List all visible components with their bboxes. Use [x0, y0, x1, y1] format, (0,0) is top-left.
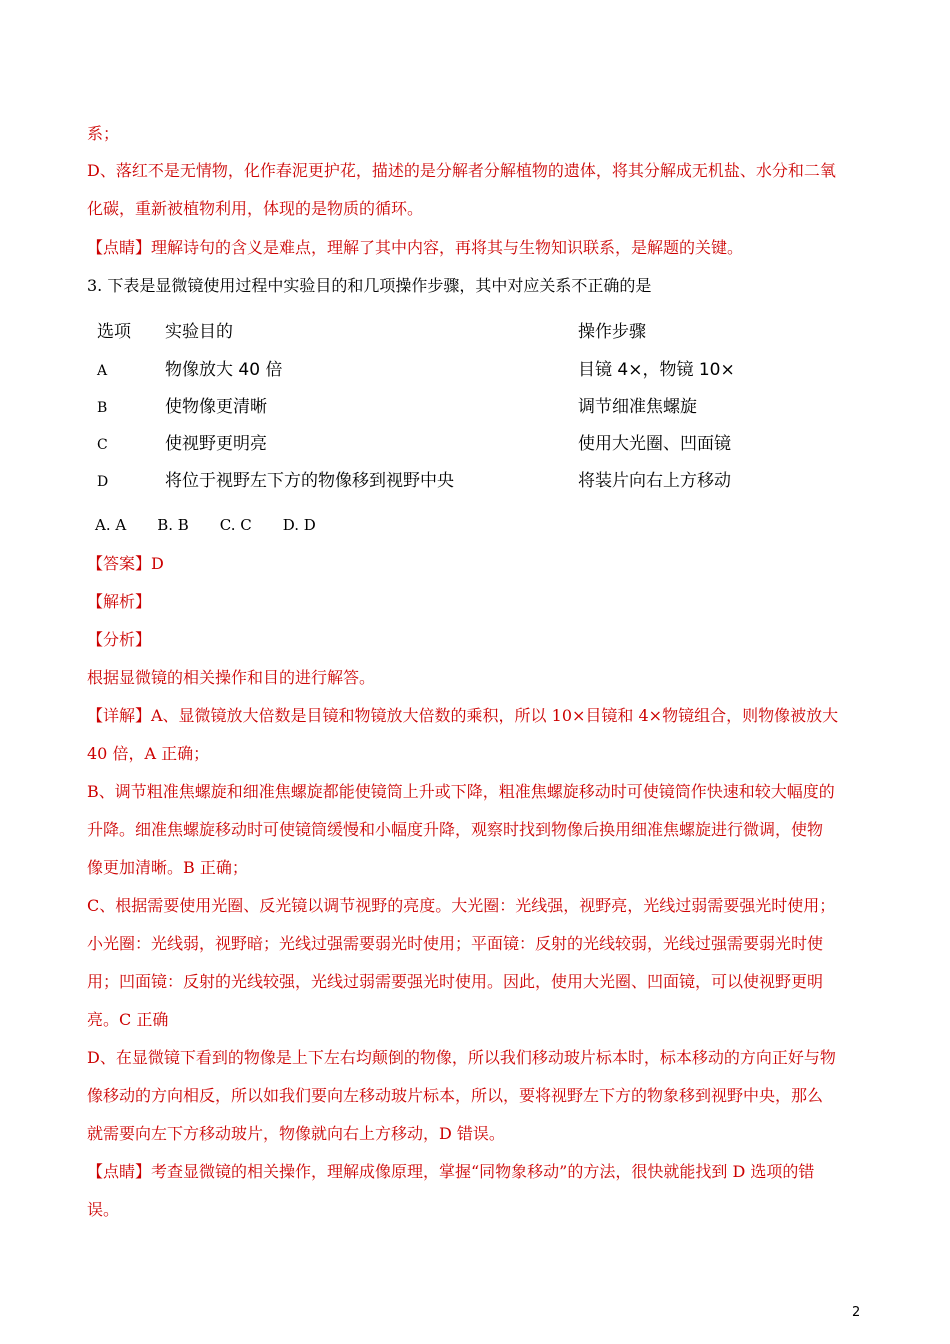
text-line: 像更加清晰。B 正确；	[87, 858, 248, 877]
text-line: 40 倍，A 正确；	[87, 744, 210, 763]
text-line: 【详解】A、显微镜放大倍数是目镜和物镜放大倍数的乘积，所以 10×目镜和 4×物镜组合，则物像被放大	[87, 706, 839, 725]
text-line: 小光圈：光线弱，视野暗；光线过强需要弱光时使用；平面镜：反射的光线较弱，光线过强需要弱光时使	[87, 934, 824, 953]
analysis-sub-label: 【分析】	[87, 630, 152, 649]
text-line: D、落红不是无情物，化作春泥更护花，描述的是分解者分解植物的遗体，将其分解成无机盐、水分和二氧	[87, 161, 836, 180]
text-line: B、调节粗准焦螺旋和细准焦螺旋都能使镜筒上升或下降，粗准焦螺旋移动时可使镜筒作快速和较大幅度的	[87, 782, 835, 801]
table-cell: 将装片向右上方移动	[578, 471, 731, 491]
text-line: 用；凹面镜：反射的光线较强，光线过弱需要强光时使用。因此，使用大光圈、凹面镜，可以使视野更明	[87, 972, 824, 991]
text-line: 误。	[87, 1200, 120, 1219]
text-line: 化碳，重新被植物利用，体现的是物质的循环。	[87, 199, 424, 218]
table-cell: C	[97, 437, 108, 453]
text-line: 亮。C 正确	[87, 1010, 169, 1029]
option-b: B. B	[157, 516, 189, 534]
answer-options	[95, 516, 347, 534]
text-line: 就需要向左下方移动玻片，物像就向右上方移动，D 错误。	[87, 1124, 505, 1143]
table-header: 操作步骤	[578, 322, 646, 342]
text-line: 【点睛】理解诗句的含义是难点，理解了其中内容，再将其与生物知识联系，是解题的关键。	[87, 238, 744, 257]
table-cell: D	[97, 474, 109, 490]
text-line: 像移动的方向相反，所以如我们要向左移动玻片标本，所以，要将视野左下方的物象移到视野中央，那么	[87, 1086, 824, 1105]
text-line: 【点睛】考查显微镜的相关操作，理解成像原理，掌握“同物象移动”的方法，很快就能找到 D 选项的错	[87, 1162, 815, 1181]
table-cell: B	[97, 400, 108, 416]
option-c: C. C	[219, 516, 252, 534]
text-line: C、根据需要使用光圈、反光镜以调节视野的亮度。大光圈：光线强，视野亮，光线过弱需要强光时使用；	[87, 896, 836, 915]
text-line: D、在显微镜下看到的物像是上下左右均颠倒的物像，所以我们移动玻片标本时，标本移动的方向正好与物	[87, 1048, 836, 1067]
text-line: 升降。细准焦螺旋移动时可使镜筒缓慢和小幅度升降，观察时找到物像后换用细准焦螺旋进行微调，使物	[87, 820, 824, 839]
table-cell: 调节细准焦螺旋	[578, 397, 697, 417]
table-cell: 将位于视野左下方的物像移到视野中央	[165, 471, 454, 491]
table-cell: 物像放大 40 倍	[165, 360, 283, 380]
table-header: 实验目的	[165, 322, 233, 342]
table-cell: 目镜 4×，物镜 10×	[578, 360, 735, 380]
table-header: 选项	[97, 322, 131, 342]
text-line: 根据显微镜的相关操作和目的进行解答。	[87, 668, 376, 687]
table-cell: 使物像更清晰	[165, 397, 267, 417]
table-cell: A	[97, 363, 108, 379]
answer-label: 【答案】D	[87, 554, 164, 573]
option-a: A. A	[95, 516, 127, 534]
table-cell: 使用大光圈、凹面镜	[578, 434, 731, 454]
text-line: 系；	[87, 124, 120, 143]
table-cell: 使视野更明亮	[165, 434, 267, 454]
question-stem: 3. 下表是显微镜使用过程中实验目的和几项操作步骤，其中对应关系不正确的是	[87, 276, 652, 295]
analysis-label: 【解析】	[87, 592, 152, 611]
option-d: D. D	[282, 516, 316, 534]
page-number: 2	[852, 1305, 861, 1320]
